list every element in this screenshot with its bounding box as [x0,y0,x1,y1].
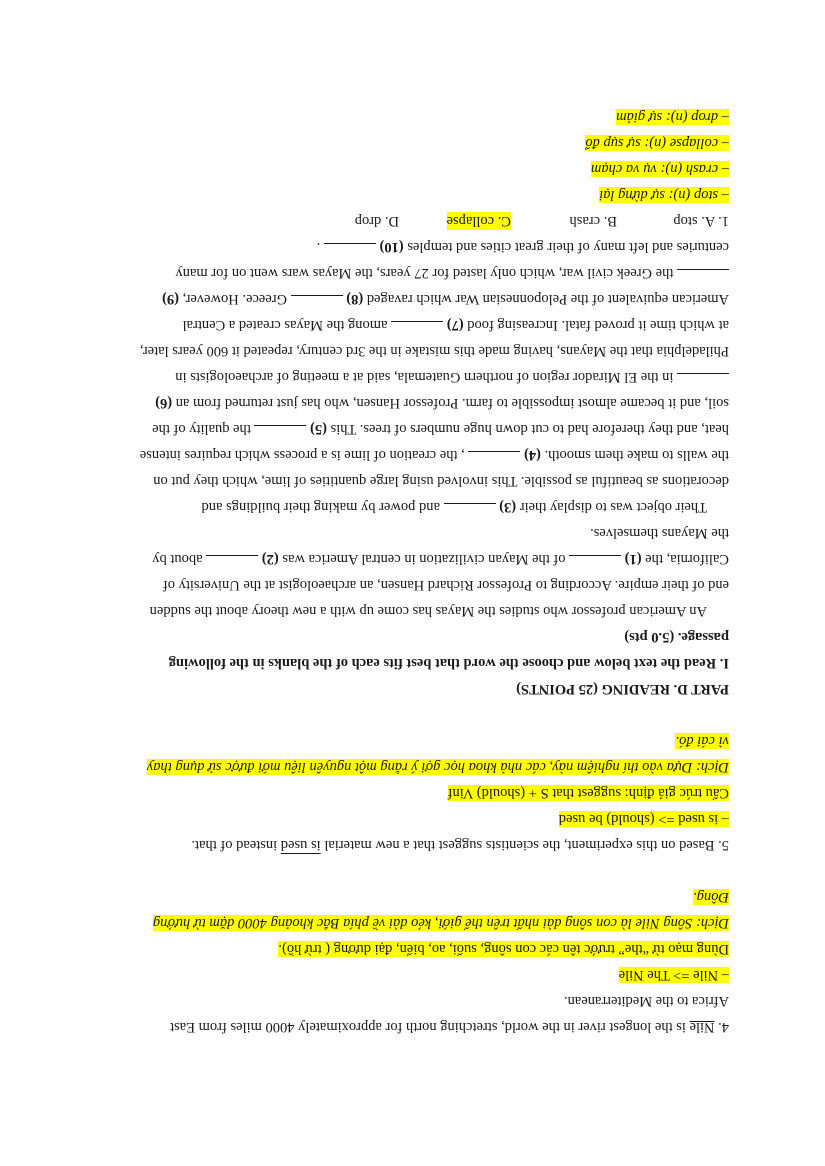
blank-3 [444,503,496,516]
blank-1 [569,555,621,568]
passage-line: soil, and it became almost impossible to farm. Professor Hansen, who has just returned from an (6) [155,395,729,411]
q5-translation-cont: vì cái đó. [675,733,729,749]
q1-note-crash: – crash (n): vụ va chạm [590,161,729,177]
passage-line: at which time it proved fatal. Increasing food (7) among the Mayas created a Central [182,317,729,333]
blank-6 [677,373,729,386]
passage-line: American equivalent of the Peloponnesian War which ravaged (8) Greece. However, (9) [162,291,729,307]
q5-marked-phrase: is used [280,837,321,853]
q1-option-a: 1. A. stop [673,213,729,229]
q4-note-rule: Dùng mạo từ “the” trước tên các con sông, suối, ao, biển, đại dương ( trừ hồ). [278,941,729,957]
q5-note-rule: Cấu trúc giả định: suggest that S + (should) Vinf [447,785,729,801]
q1-option-b: B. crash [569,213,617,229]
part-d-instruction-cont: passage. (5.0 pts) [624,629,729,645]
passage-line: the Greek civil war, which only lasted for 27 years, the Mayas wars went on for many [175,264,729,282]
blank-8 [291,295,343,308]
q5-translation: Dịch: Dựa vào thí nghiệm này, các nhà khoa học gợi ý rằng một nguyên liệu mới được sử dụng thay [146,759,729,775]
passage-line: the Mayans themselves. [590,525,729,541]
blank-4 [468,451,520,464]
blank-5 [254,425,306,438]
q1-note-collapse: – collapse (n): sự sụp đổ [585,135,729,151]
part-d-heading: PART D. READING (25 POINTS) [516,681,729,697]
q4-line2: Africa to the Mediterranean. [563,993,729,1009]
passage-line: decorations as beautiful as possible. This involved using large quantities of lime, which they put on [153,473,729,489]
q4-note-correction: – Nile => The Nile [618,967,729,983]
passage-line: Philadelphia that the Mayans, having made this mistake in the 3rd century, repeated it 600 years later, [139,343,729,359]
q1-option-c: C. collapse [446,213,511,229]
passage-line: in the El Mirador region of northern Guatemala, said at a meeting of archaeologists in [175,368,729,386]
q1-note-drop: – drop (n): sự giảm [616,109,729,125]
passage-line: the walls to make them smooth. (4) , the creation of lime is a process which requires intense [139,447,729,463]
q1-option-d: D. drop [354,213,399,229]
passage-line: heat, and they therefore had to cut down huge numbers of trees. This (5) the quality of the [152,421,729,437]
blank-7 [391,321,443,334]
q5-note-correction: – is used => (should) be used [558,811,729,827]
q1-note-stop: – stop (n): sự dừng lại [599,187,729,203]
passage-line: California, the (1) of the Mayan civilization in central America was (2) about by [152,551,729,567]
passage-line: centuries and left many of their great cities and temples (10) . [316,239,729,255]
part-d-instruction: I. Read the text below and choose the word that best fits each of the blanks in the following [168,655,729,671]
q4-line1: 4. Nile is the longest river in the world, stretching north for approximately 4000 miles from East [170,1019,729,1035]
passage-line: An American professor who studies the Mayas has come up with a new theory about the sudden [149,603,707,619]
q4-underlined-word: Nile [689,1019,715,1035]
blank-10 [324,243,376,256]
q4-translation-cont: Đông. [693,889,729,905]
blank-2 [206,555,258,568]
q5-line1: 5. Based on this experiment, the scientists suggest that a new material is used instead of that. [191,837,729,853]
passage-line: Their object was to display their (3) and power by making their buildings and [201,499,707,515]
q4-translation: Dịch: Sông Nile là con sông dài nhất trên thế giới, kéo dài về phía Bắc khoảng 4000 dặm từ hướng [152,915,729,931]
passage-line: end of their empire. According to Professor Richard Hansen, an archaeologist at the University of [162,577,729,593]
blank-9 [677,269,729,282]
